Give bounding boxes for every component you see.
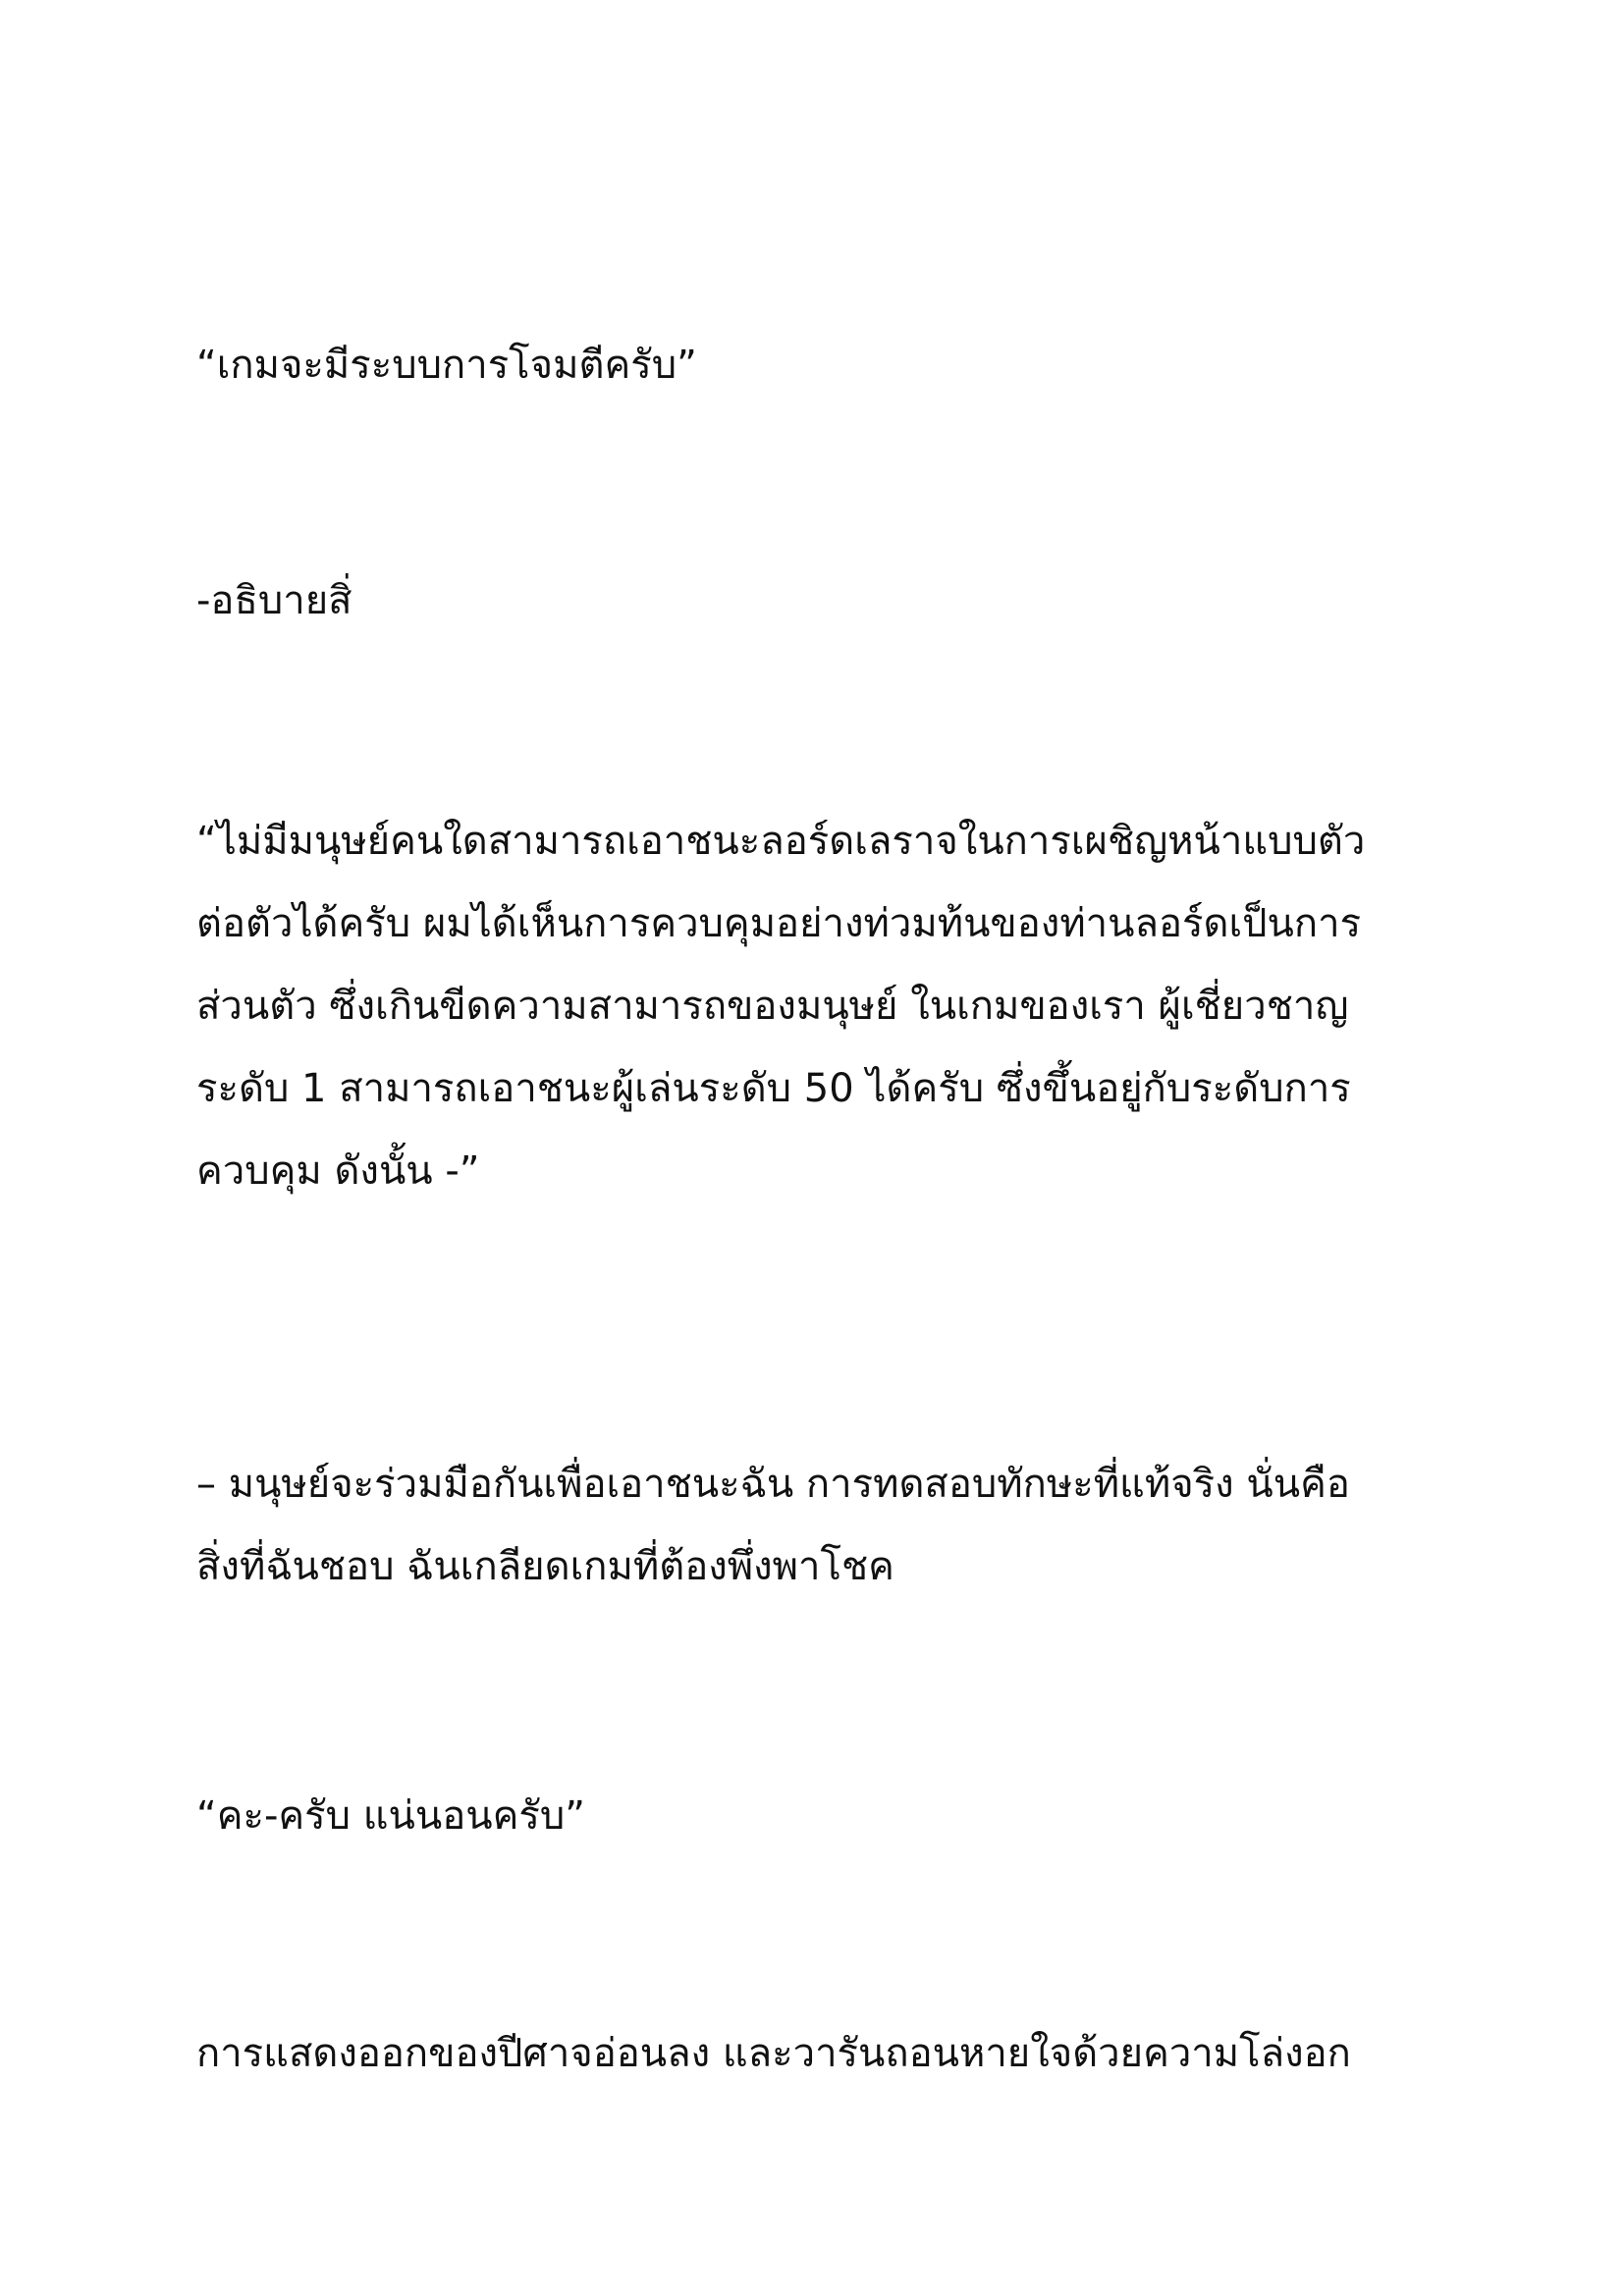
text-line: -อธิบายสิ่: [196, 578, 352, 623]
text-line: ควบคุม ดังนั้น -”: [196, 1148, 480, 1194]
text-line: ส่วนตัว ซึ่งเกินขีดความสามารถของมนุษย์ ในเกมของเรา ผู้เชี่ยวชาญ: [196, 984, 1349, 1029]
text-line: ต่อตัวได้ครับ ผมได้เห็นการควบคุมอย่างท่วมท้นของท่านลอร์ดเป็นการ: [196, 901, 1362, 946]
paragraph-explain: [196, 560, 1453, 642]
text-line: ระดับ 1 สามารถเอาชนะผู้เล่นระดับ 50 ได้ครับ ซึ่งขึ้นอยู่กับระดับการ: [196, 1066, 1351, 1111]
paragraph-narration-relief: [196, 2012, 1453, 2095]
text-line: การแสดงออกของปีศาจอ่อนลง และวารันถอนหายใจด้วยความโล่งอก: [196, 2031, 1351, 2076]
paragraph-narration-humans: [196, 1443, 1453, 1608]
text-line: “เกมจะมีระบบการโจมตีครับ”: [196, 343, 697, 388]
text-line: – มนุษย์จะร่วมมือกันเพื่อเอาชนะฉัน การทดสอบทักษะที่แท้จริง นั่นคือ: [196, 1462, 1350, 1507]
text-line: สิ่งที่ฉันชอบ ฉันเกลียดเกมที่ต้องพึ่งพาโชค: [196, 1544, 894, 1589]
text-line: “ไม่มีมนุษย์คนใดสามารถเอาชนะลอร์ดเลราจในการเผชิญหน้าแบบตัว: [196, 819, 1366, 864]
text-line: “คะ-ครับ แน่นอนครับ”: [196, 1793, 585, 1839]
paragraph-dialogue-yes: [196, 1775, 1453, 1857]
paragraph-dialogue-attack-system: [196, 324, 1453, 406]
paragraph-dialogue-lord: [196, 800, 1453, 1212]
